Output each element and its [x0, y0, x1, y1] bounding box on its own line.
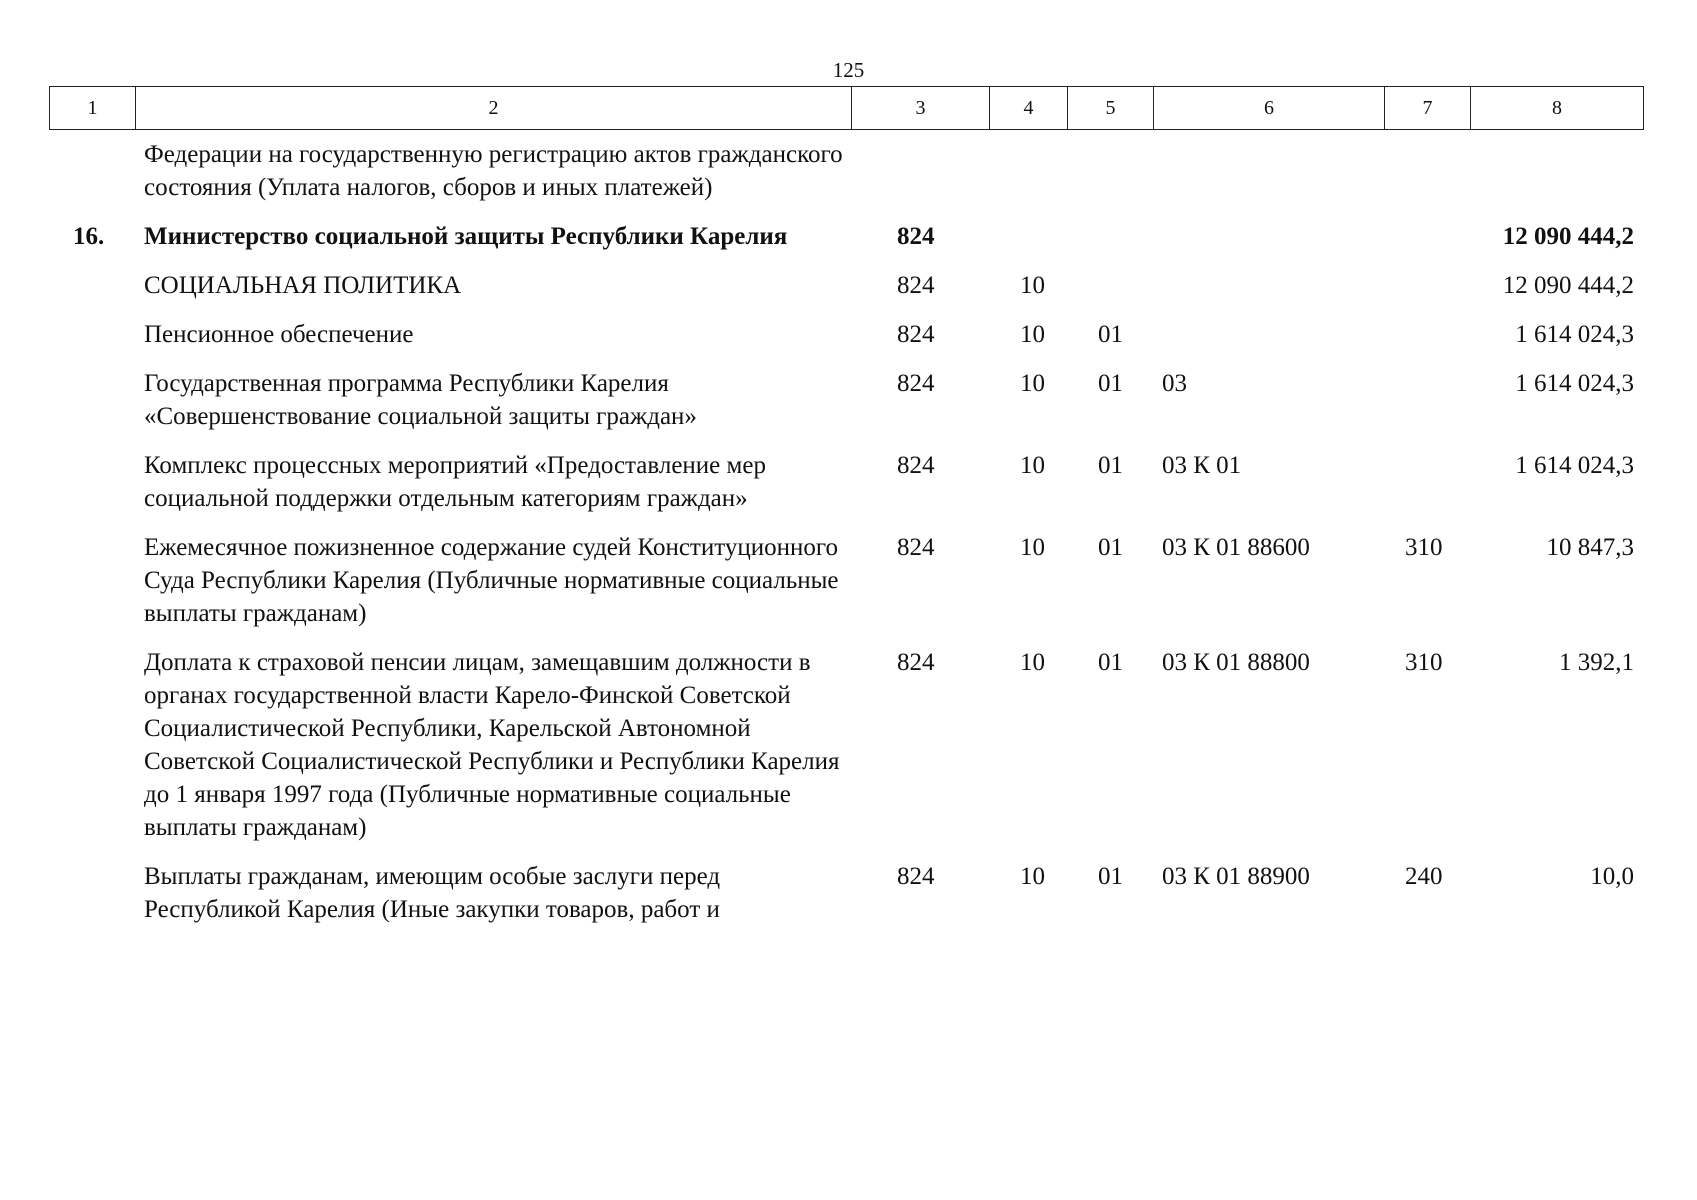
- page-number: 125: [832, 58, 865, 82]
- row-subsection-code: 01: [1098, 649, 1123, 676]
- row-amount: 1 614 024,3: [1515, 321, 1634, 348]
- row-section-code: 10: [1020, 649, 1045, 676]
- row-grbs-code: 824: [897, 321, 935, 348]
- row-number: [49, 318, 135, 351]
- row-target-code: [1153, 220, 1384, 253]
- table-row: [49, 138, 1643, 220]
- row-expense-type-code: [1384, 220, 1470, 253]
- row-subsection-code: [1067, 138, 1153, 204]
- row-number: [49, 449, 135, 515]
- row-section-code: 10: [1020, 272, 1045, 299]
- row-section-code: 10: [1020, 534, 1045, 561]
- row-number: [49, 531, 135, 630]
- row-name: СОЦИАЛЬНАЯ ПОЛИТИКА: [144, 272, 462, 299]
- row-target-code: 03: [1162, 370, 1187, 397]
- row-number: 16.: [73, 223, 105, 250]
- row-expense-type-code: [1384, 367, 1470, 433]
- row-amount: 10,0: [1590, 863, 1634, 890]
- header-col-4: 4: [990, 87, 1068, 130]
- row-number: [49, 367, 135, 433]
- row-section-code: [989, 220, 1067, 253]
- row-number: [49, 138, 135, 204]
- row-expense-type-code: 240: [1405, 863, 1443, 890]
- row-name: Министерство социальной защиты Республики Карелия: [144, 223, 788, 250]
- row-expense-type-code: [1384, 449, 1470, 515]
- row-amount: 1 392,1: [1559, 649, 1634, 676]
- table-row: [49, 318, 1643, 367]
- row-subsection-code: [1067, 269, 1153, 302]
- row-name: Федерации на государственную регистрацию актов гражданского состояния (Уплата налогов, сборов и иных платежей): [144, 141, 843, 201]
- header-col-5: 5: [1068, 87, 1154, 130]
- row-grbs-code: [851, 138, 989, 204]
- row-expense-type-code: [1384, 138, 1470, 204]
- row-amount: 12 090 444,2: [1502, 223, 1634, 250]
- table-row: [49, 860, 1643, 942]
- row-name: Комплекс процессных мероприятий «Предоставление мер социальной поддержки отдельным категориям граждан»: [144, 452, 766, 512]
- table-row: [49, 220, 1643, 269]
- row-name: Государственная программа Республики Карелия «Совершенствование социальной защиты граждан»: [144, 370, 697, 430]
- row-target-code: 03 К 01 88600: [1162, 534, 1310, 561]
- row-name: Доплата к страховой пенсии лицам, замещавшим должности в органах государственной власти Карело-Финской Советской Социалистической Республики, Карельской Автономной Советской Социалистической Республики и Республики Карелия до 1 января 1997 года (Публичные нормативные социальные выплаты гражданам): [144, 649, 840, 841]
- table-row: [49, 367, 1643, 449]
- row-target-code: 03 К 01 88800: [1162, 649, 1310, 676]
- row-grbs-code: 824: [897, 534, 935, 561]
- row-section-code: 10: [1020, 321, 1045, 348]
- row-grbs-code: 824: [897, 223, 935, 250]
- row-target-code: [1153, 318, 1384, 351]
- row-section-code: 10: [1020, 863, 1045, 890]
- row-section-code: 10: [1020, 452, 1045, 479]
- row-section-code: [989, 138, 1067, 204]
- row-grbs-code: 824: [897, 452, 935, 479]
- row-amount: 1 614 024,3: [1515, 370, 1634, 397]
- row-name: Выплаты гражданам, имеющим особые заслуги перед Республикой Карелия (Иные закупки товаров, работ и: [144, 863, 721, 923]
- row-subsection-code: 01: [1098, 370, 1123, 397]
- column-number-header: [49, 86, 1644, 130]
- budget-rows: [49, 138, 1643, 942]
- table-row: [49, 269, 1643, 318]
- row-target-code: [1153, 138, 1384, 204]
- row-target-code: 03 К 01: [1162, 452, 1242, 479]
- row-grbs-code: 824: [897, 272, 935, 299]
- row-number: [49, 646, 135, 844]
- row-subsection-code: 01: [1098, 321, 1123, 348]
- table-row: [49, 531, 1643, 646]
- header-col-6: 6: [1154, 87, 1385, 130]
- table-row: [49, 646, 1643, 860]
- row-subsection-code: 01: [1098, 534, 1123, 561]
- row-grbs-code: 824: [897, 649, 935, 676]
- row-amount: 12 090 444,2: [1502, 272, 1634, 299]
- row-grbs-code: 824: [897, 863, 935, 890]
- row-number: [49, 860, 135, 926]
- row-target-code: [1153, 269, 1384, 302]
- row-subsection-code: 01: [1098, 452, 1123, 479]
- row-subsection-code: 01: [1098, 863, 1123, 890]
- header-col-7: 7: [1385, 87, 1471, 130]
- header-col-3: 3: [852, 87, 990, 130]
- table-row: [49, 449, 1643, 531]
- row-section-code: 10: [1020, 370, 1045, 397]
- row-subsection-code: [1067, 220, 1153, 253]
- row-amount: 10 847,3: [1546, 534, 1634, 561]
- row-name: Пенсионное обеспечение: [144, 321, 414, 348]
- row-amount: [1470, 138, 1643, 204]
- row-expense-type-code: 310: [1405, 649, 1443, 676]
- header-col-2: 2: [136, 87, 852, 130]
- row-expense-type-code: [1384, 318, 1470, 351]
- row-target-code: 03 К 01 88900: [1162, 863, 1310, 890]
- row-expense-type-code: 310: [1405, 534, 1443, 561]
- header-col-8: 8: [1471, 87, 1644, 130]
- row-expense-type-code: [1384, 269, 1470, 302]
- row-name: Ежемесячное пожизненное содержание судей Конституционного Суда Республики Карелия (Публичные нормативные социальные выплаты гражданам): [144, 534, 839, 627]
- header-col-1: 1: [50, 87, 136, 130]
- row-number: [49, 269, 135, 302]
- row-amount: 1 614 024,3: [1515, 452, 1634, 479]
- row-grbs-code: 824: [897, 370, 935, 397]
